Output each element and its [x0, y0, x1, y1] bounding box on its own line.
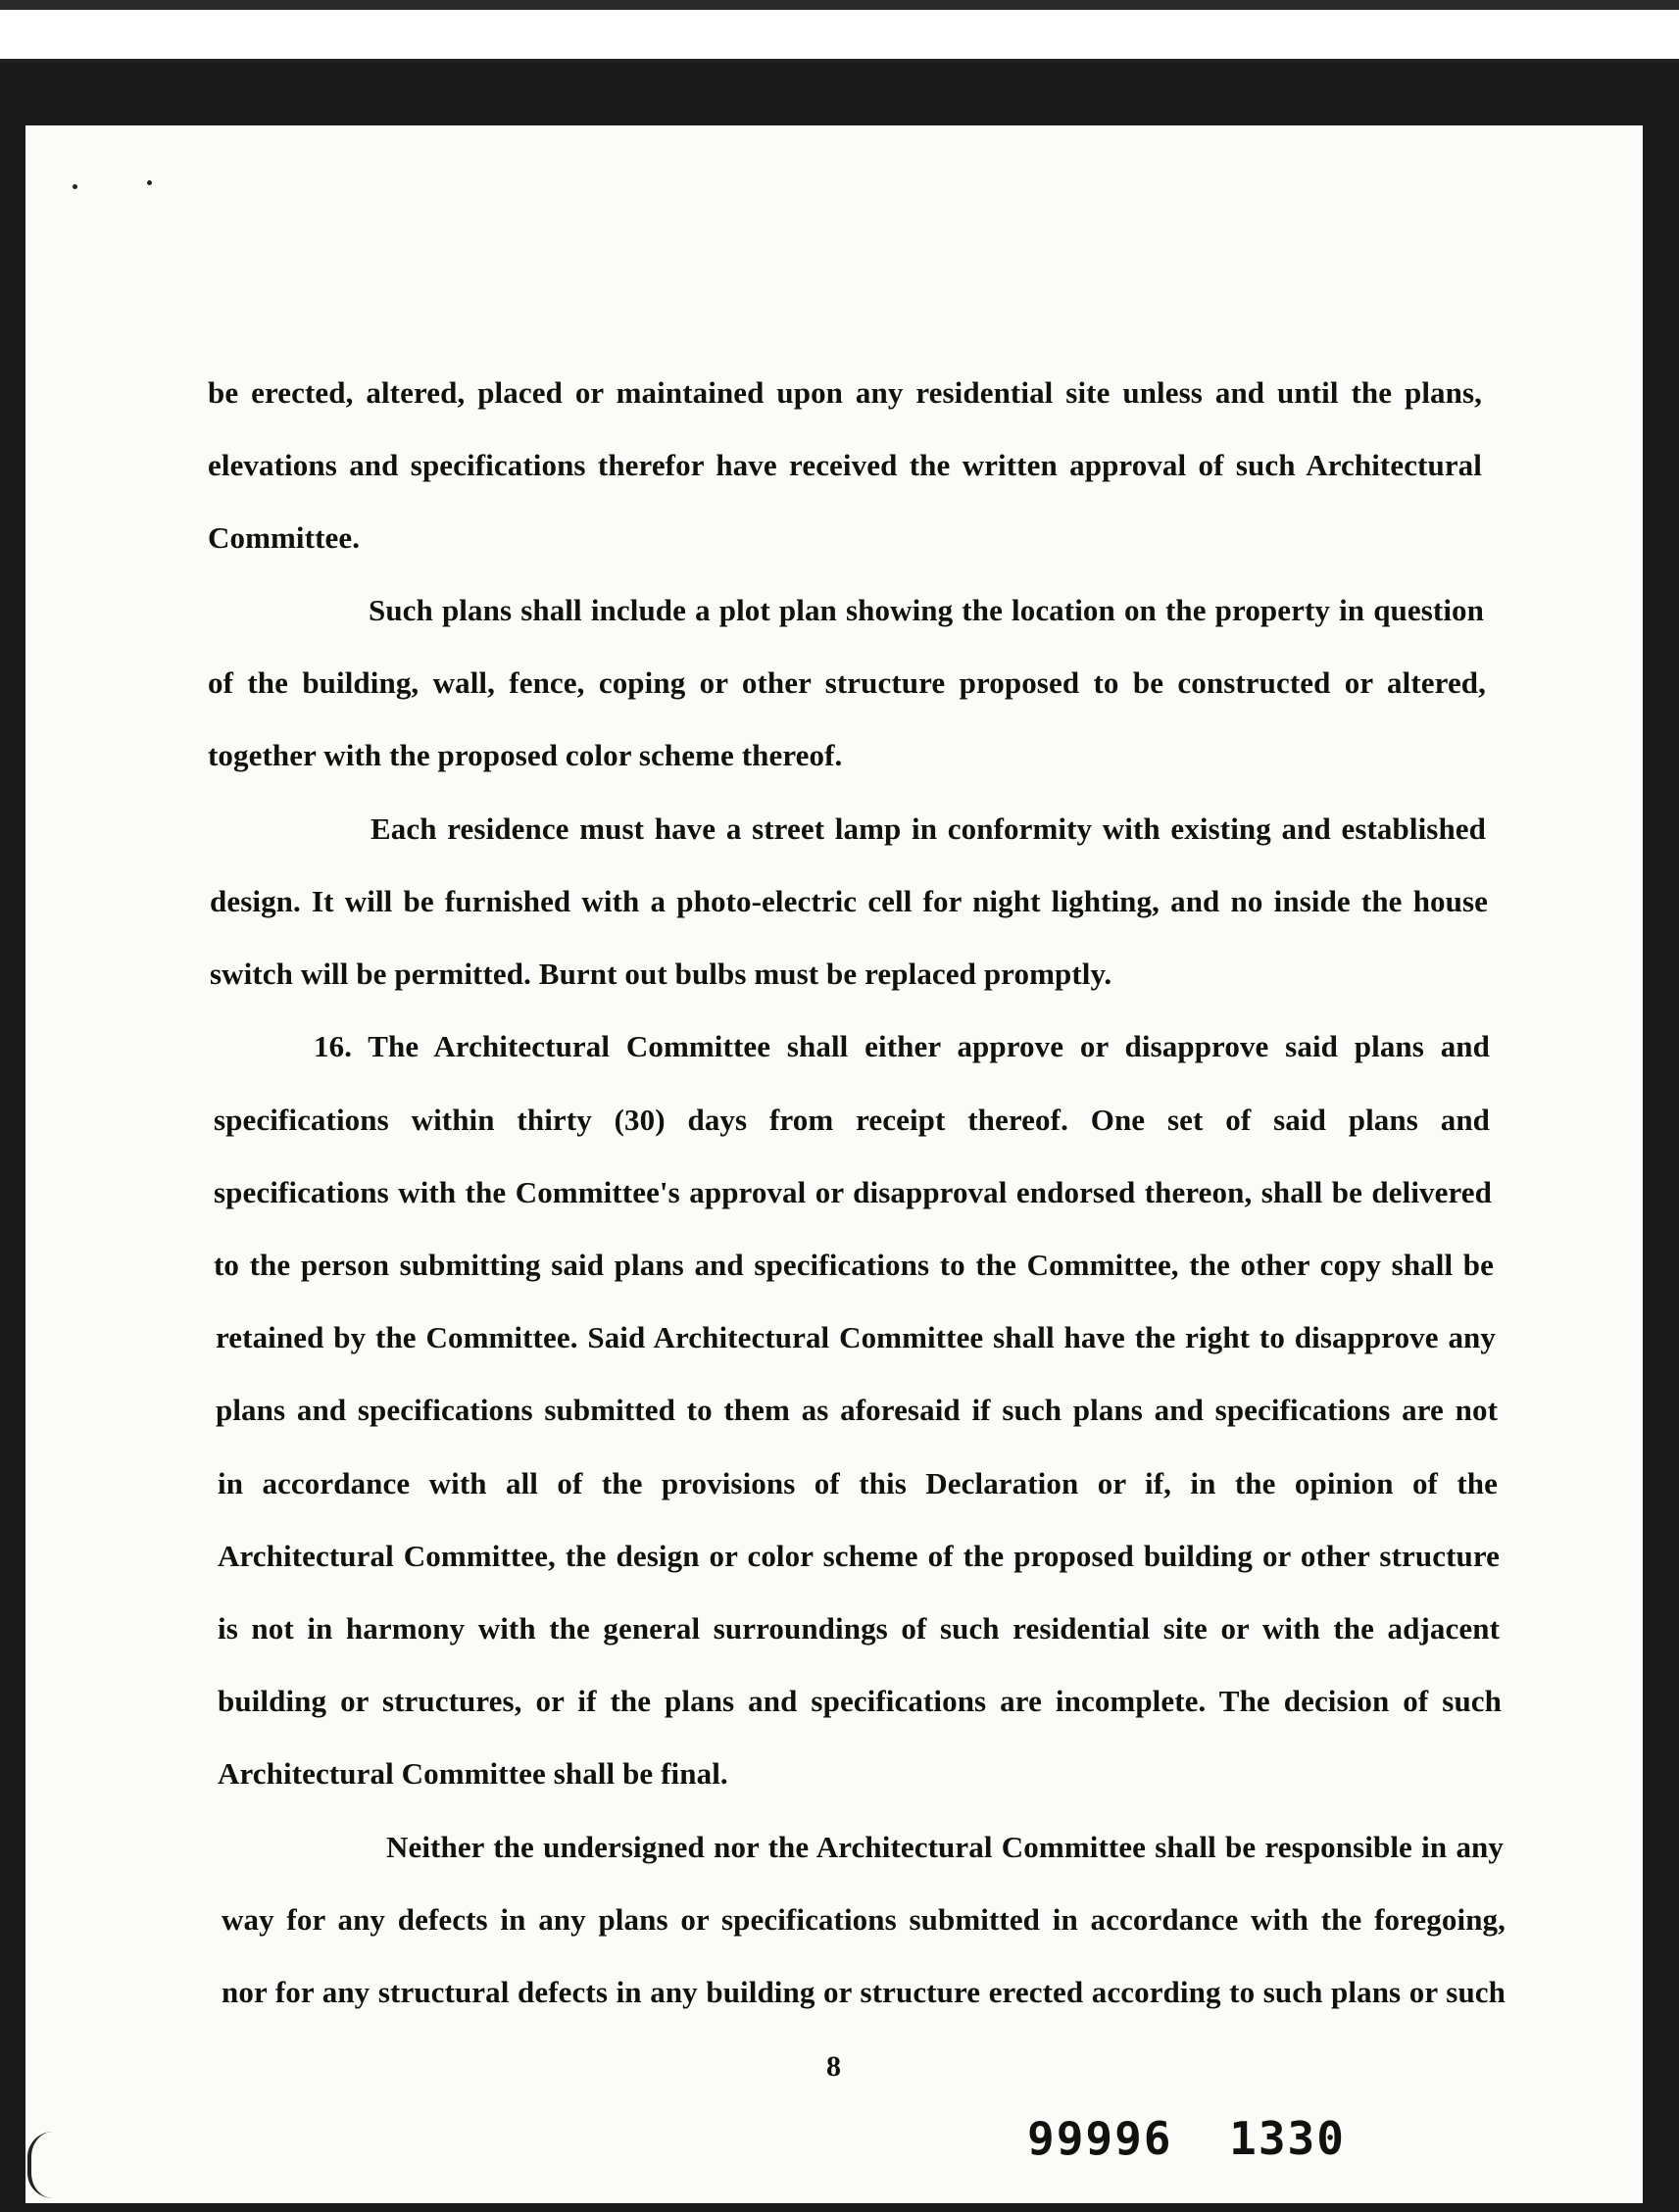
speck-mark — [73, 184, 77, 189]
body-line: in accordance with all of the provisions of this Declaration or if, in the opinion of the — [218, 1466, 1498, 1500]
body-line: together with the proposed color scheme thereof. — [208, 738, 843, 772]
body-line: is not in harmony with the general surroundings of such residential site or with the adjacent — [218, 1611, 1500, 1646]
body-line: way for any defects in any plans or specifications submitted in accordance with the foregoing, — [222, 1902, 1506, 1937]
body-line: be erected, altered, placed or maintained upon any residential site unless and until the plans, — [208, 375, 1482, 410]
body-line: of the building, wall, fence, coping or other structure proposed to be constructed or altered, — [208, 665, 1486, 700]
body-line: Architectural Committee, the design or color scheme of the proposed building or other structure — [218, 1539, 1500, 1573]
page-number: 8 — [826, 2050, 841, 2083]
body-line: switch will be permitted. Burnt out bulbs must be replaced promptly. — [210, 957, 1112, 991]
body-line: specifications with the Committee's approval or disapproval endorsed thereon, shall be delivered — [214, 1175, 1492, 1209]
body-line: plans and specifications submitted to them as aforesaid if such plans and specifications are not — [216, 1393, 1498, 1427]
body-line: to the person submitting said plans and specifications to the Committee, the other copy shall be — [214, 1248, 1494, 1282]
body-line: Each residence must have a street lamp in conformity with existing and established — [370, 811, 1486, 846]
body-line: Committee. — [208, 520, 361, 555]
document-page — [25, 125, 1643, 2203]
body-line: Architectural Committee shall be final. — [218, 1756, 728, 1791]
body-line: Neither the undersigned nor the Architectural Committee shall be responsible in any — [386, 1830, 1504, 1864]
body-line: nor for any structural defects in any building or structure erected according to such plans or such — [222, 1975, 1506, 2009]
speck-mark — [147, 180, 152, 185]
body-line: specifications within thirty (30) days from receipt thereof. One set of said plans and — [214, 1103, 1490, 1137]
body-line: elevations and specifications therefor have received the written approval of such Architectural — [208, 448, 1482, 482]
document-reference-number: 99996 1330 — [1027, 2112, 1346, 2165]
scan-top-strip — [0, 0, 1679, 63]
body-line: 16. The Architectural Committee shall either approve or disapprove said plans and — [314, 1029, 1490, 1063]
body-line: Such plans shall include a plot plan showing the location on the property in question — [369, 593, 1484, 627]
body-line: retained by the Committee. Said Architectural Committee shall have the right to disapprove any — [216, 1320, 1496, 1354]
body-line: design. It will be furnished with a photo-electric cell for night lighting, and no inside the house — [210, 884, 1488, 918]
body-line: building or structures, or if the plans and specifications are incomplete. The decision of such — [218, 1684, 1502, 1718]
